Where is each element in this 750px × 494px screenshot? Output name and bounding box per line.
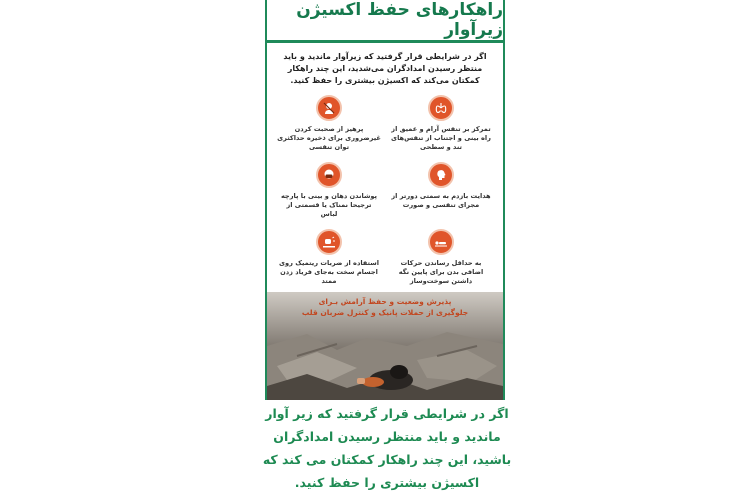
rubble-scene [267,292,503,400]
tip-item [389,162,493,219]
tip-text: تمرکز بر تنفس آرام و عمیق از راه بینی و اجتناب از تنفس‌های تند و سطحی [391,125,491,151]
lying-person-icon [428,229,454,255]
scene-caption [267,296,503,318]
poster-title: راهکارهای حفظ اکسیژن زیرآوار [296,0,503,40]
tip-item [277,162,381,219]
tip-item [277,229,381,286]
tip-text: هدایت بازدم به سمتی دورتر از مجرای تنفسی و صورت [391,192,491,209]
lungs-icon [428,95,454,121]
tip-item [389,95,493,152]
tip-text: پوشاندن دهان و بینی با پارچه ترجیحا نمناک یا قسمتی از لباس [280,192,378,218]
hand-knock-icon [316,229,342,255]
intro-text: اگر در شرایطی قرار گرفتید که زیرآوار ماندید و باید منتظر رسیدن امدادگران می‌شدید، این چند راهکار کمکتان می‌کند که اکسیژن بیشتری را حفظ کنید. [283,52,487,85]
scene-caption-line-1: پذیرش وضعیت و حفظ آرامش بـرای [318,297,452,306]
rubble-illustration [267,316,503,400]
image-caption: اگر در شرایطی قرار گرفتید که زیر آوار ماندید و باید منتظر رسیدن امدادگران باشید، این چند راهکار کمکتان می کند که اکسیژن بیشتری را حفظ کنید. [262,406,512,490]
tip-text: به حداقل رساندن حرکات اضافی بدن برای پایین نگه داشتن سوخت‌وساز [398,259,484,285]
tip-item [277,95,381,152]
title-bar [267,0,503,43]
head-profile-icon [428,162,454,188]
no-talking-icon [316,95,342,121]
scene-caption-line-2: جلوگیری از حملات پانیک و کنترل ضربان قلب [301,308,469,317]
infographic-poster [265,0,505,400]
face-mask-icon [316,162,342,188]
tips-grid [267,93,503,286]
tip-text: پرهیز از صحبت کردن غیرضروری برای ذخیره حداکثری توان تنفسی [277,125,381,151]
tip-text: استفاده از ضربات ریتمیک روی اجسام سخت به‌جای فریاد زدن ممتد [279,259,379,285]
tip-item [389,229,493,286]
